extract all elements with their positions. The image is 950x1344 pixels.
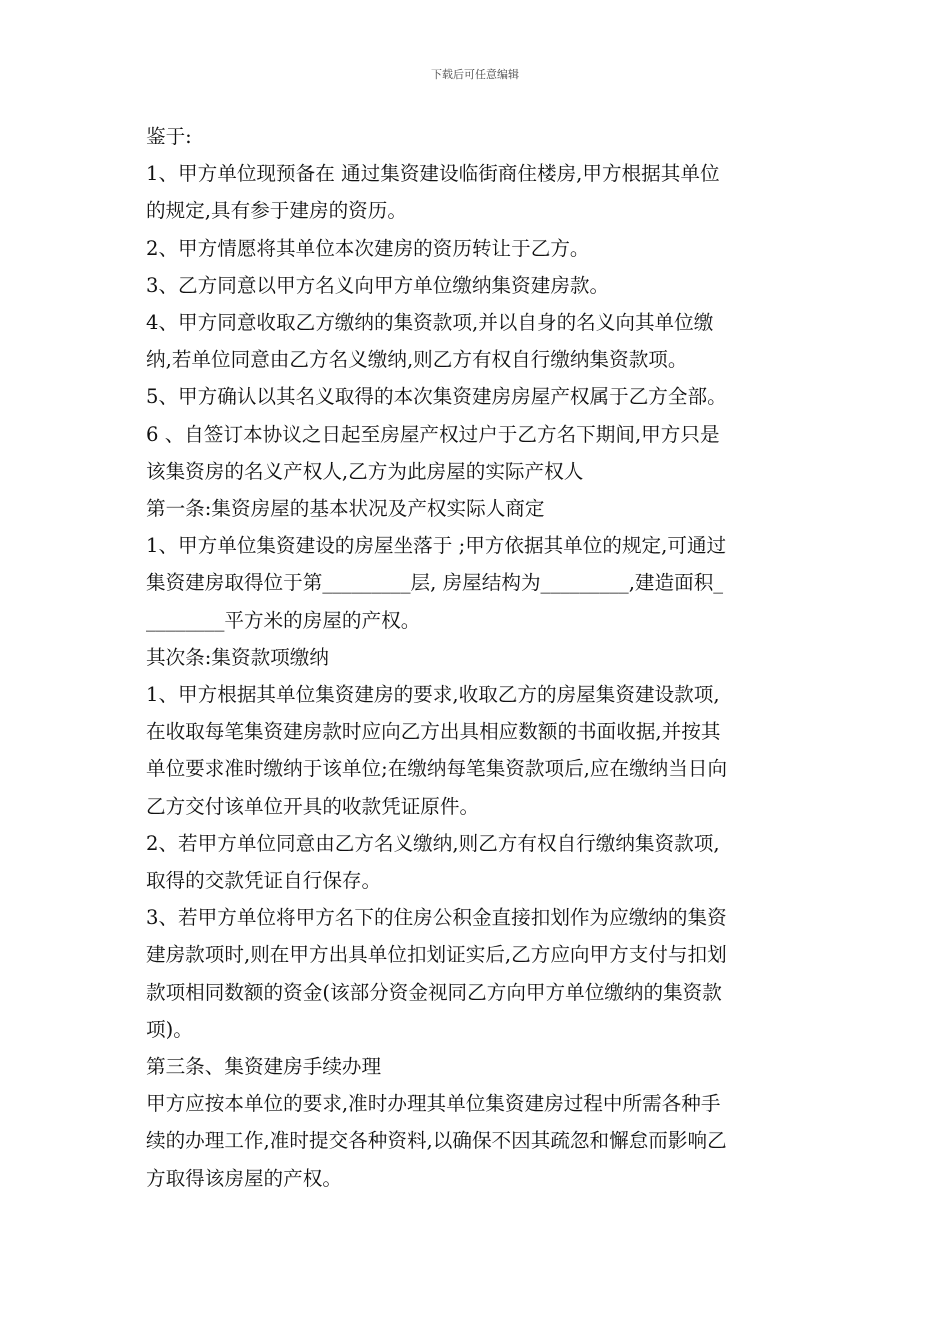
article-2-item-2-cont: 取得的交款凭证自行保存。 bbox=[146, 869, 382, 893]
preamble-item-1: 1、甲方单位现预备在 通过集资建设临街商住楼房,甲方根据其单位 bbox=[146, 162, 720, 186]
article-3-text: 甲方应按本单位的要求,准时办理其单位集资建房过程中所需各种手 bbox=[146, 1092, 721, 1116]
article-3-heading: 第三条、集资建房手续办理 bbox=[146, 1055, 382, 1079]
preamble-item-2: 2、甲方情愿将其单位本次建房的资历转让于乙方。 bbox=[146, 236, 590, 260]
article-1-item-1-cont: 集资建房取得位于第_________层, 房屋结构为_________,建造面积_ bbox=[146, 571, 724, 595]
preamble-heading: 鉴于: bbox=[146, 125, 192, 148]
preamble-item-3: 3、乙方同意以甲方名义向甲方单位缴纳集资建房款。 bbox=[146, 273, 610, 297]
document-body bbox=[146, 118, 810, 1197]
preamble-item-5: 5、甲方确认以其名义取得的本次集资建房房屋产权属于乙方全部。 bbox=[146, 385, 727, 409]
article-2-item-1-cont: 单位要求准时缴纳于该单位;在缴纳每笔集资款项后,应在缴纳当日向 bbox=[146, 757, 728, 781]
article-2-item-3-cont: 项)。 bbox=[146, 1017, 193, 1041]
article-3-text-cont: 续的办理工作,准时提交各种资料,以确保不因其疏忽和懈怠而影响乙 bbox=[146, 1129, 727, 1153]
article-1-item-1-cont: ________平方米的房屋的产权。 bbox=[146, 608, 421, 632]
preamble-item-4-cont: 纳,若单位同意由乙方名义缴纳,则乙方有权自行缴纳集资款项。 bbox=[146, 348, 688, 372]
article-2-item-1-cont: 在收取每笔集资建房款时应向乙方出具相应数额的书面收据,并按其 bbox=[146, 720, 721, 744]
article-2-item-3-cont: 建房款项时,则在甲方出具单位扣划证实后,乙方应向甲方支付与扣划 bbox=[146, 943, 727, 967]
page-header: 下载后可任意编辑 bbox=[431, 68, 519, 81]
article-2-item-2: 2、若甲方单位同意由乙方名义缴纳,则乙方有权自行缴纳集资款项, bbox=[146, 831, 720, 855]
preamble-item-4: 4、甲方同意收取乙方缴纳的集资款项,并以自身的名义向其单位缴 bbox=[146, 311, 714, 335]
preamble-item-1-cont: 的规定,具有参于建房的资历。 bbox=[146, 199, 407, 223]
article-1-heading: 第一条:集资房屋的基本状况及产权实际人商定 bbox=[146, 497, 545, 521]
preamble-item-6: 6 、自签订本协议之日起至房屋产权过户于乙方名下期间,甲方只是 bbox=[146, 422, 720, 446]
preamble-item-6-cont: 该集资房的名义产权人,乙方为此房屋的实际产权人 bbox=[146, 459, 584, 483]
article-3-text-cont: 方取得该房屋的产权。 bbox=[146, 1166, 342, 1190]
article-2-item-3: 3、若甲方单位将甲方名下的住房公积金直接扣划作为应缴纳的集资 bbox=[146, 906, 727, 930]
article-2-heading: 其次条:集资款项缴纳 bbox=[146, 645, 329, 669]
article-2-item-1-cont: 乙方交付该单位开具的收款凭证原件。 bbox=[146, 794, 480, 818]
article-2-item-3-cont: 款项相同数额的资金(该部分资金视同乙方向甲方单位缴纳的集资款 bbox=[146, 980, 722, 1004]
article-2-item-1: 1、甲方根据其单位集资建房的要求,收取乙方的房屋集资建设款项, bbox=[146, 683, 720, 707]
article-1-item-1: 1、甲方单位集资建设的房屋坐落于 ;甲方依据其单位的规定,可通过 bbox=[146, 534, 727, 558]
